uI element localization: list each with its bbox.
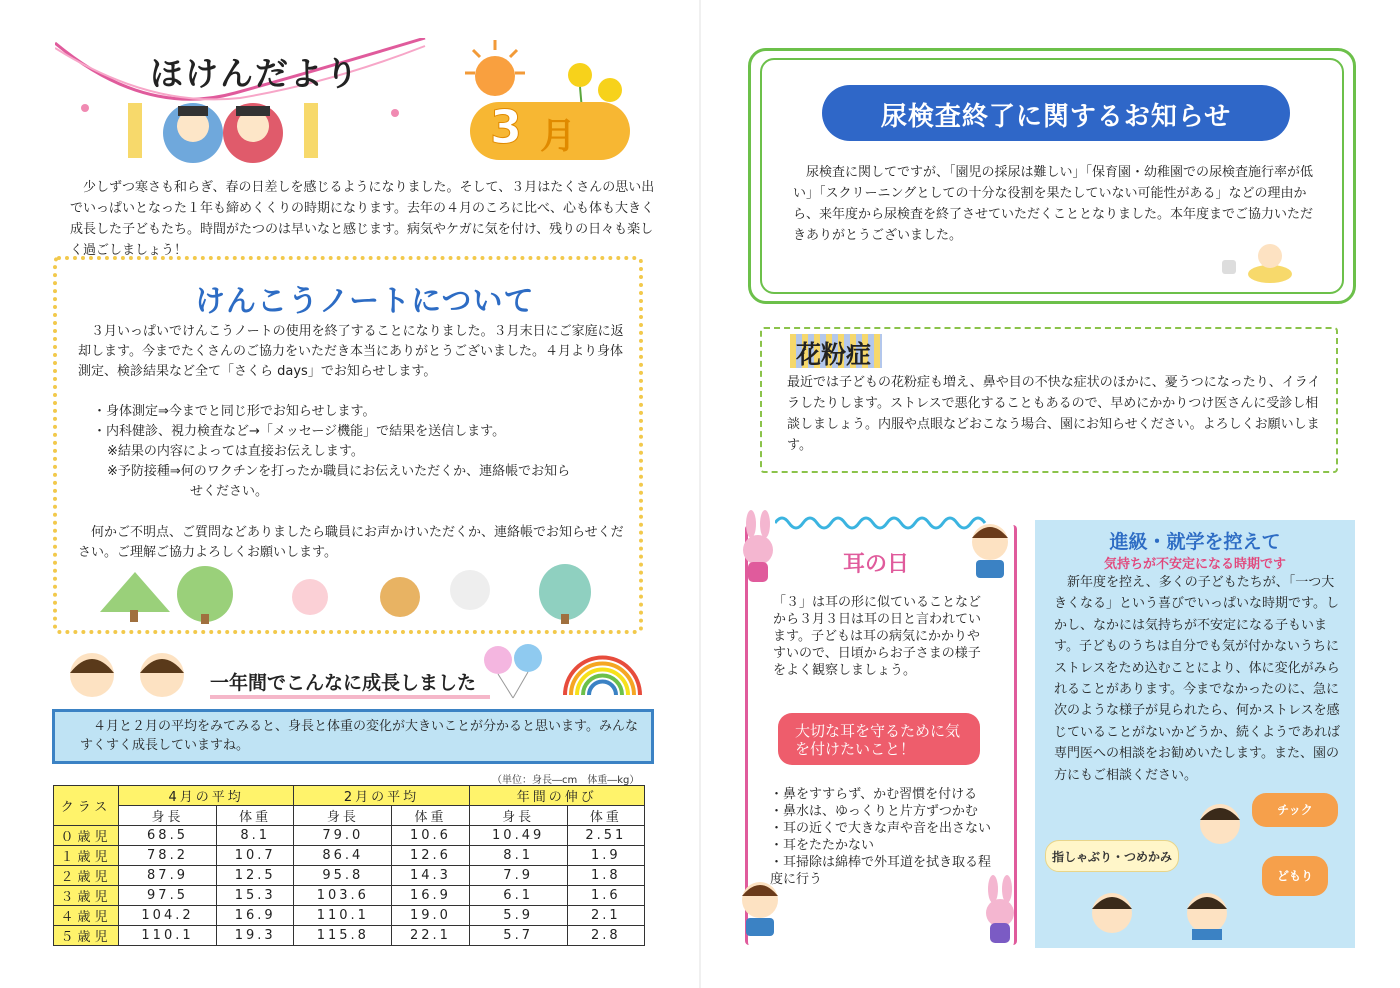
rainbow-icon [560,655,645,700]
table-cell: 79.0 [294,826,392,846]
list-item: ・鼻水は、ゆっくりと片方ずつかむ [770,804,978,819]
list-item: ※結果の内容によっては直接お伝えします。 [107,444,364,459]
table-cell: 78.2 [119,846,217,866]
table-cell: 103.6 [294,886,392,906]
tic-bubble: チック [1252,793,1338,827]
health-note-list [93,402,633,502]
unit-note: （単位：身長―cm 体重―kg） [492,775,640,786]
boy-listening-icon [738,878,783,938]
intro-paragraph: 少しずつ寒さも和らぎ、春の日差しを感じるようになりました。そして、３月はたくさんの思い出でいっぱいとなった１年も締めくくりの時期になります。去年の４月のころに比べ、心も体も大きく成長した子どもたち。時間がたつのは早いなと感じます。病気やケガに気を付け、残りの日々も楽しく過ごしましょう！ [70,180,655,258]
table-subheader: 身長 [469,806,567,826]
table-header-class: クラス [54,786,119,826]
kids-faces-icon [62,645,202,700]
table-cell: 86.4 [294,846,392,866]
rabbit-icon [738,510,778,585]
list-item: ・耳をたたかない [770,838,875,853]
table-cell-class: １歳児 [54,846,119,866]
ear-day-body: 「３」は耳の形に似ていることなどから３月３日は耳の日と言われています。子どもは耳の病気にかかりやすいので、日頃からお子さまの様子をよく観察しましょう。 [773,595,982,678]
thumb-sucking-bubble: 指しゃぶり・つめかみ [1045,840,1179,872]
growth-title-underline [210,695,490,699]
promotion-body: 新年度を控え、多くの子どもたちが、「一つ大きくなる」という喜びでいっぱいな時期です。しかし、なかには気持ちが不安定になる子もいます。子どものうちは自分でも気が付かないうちにストレスをため込むことにより、体に変化がみられることがあります。今までなかったのに、急に次のような様子が見られたら、何かストレスを感じていることがないかどうか、続くようであれば専門医への相談をお勧めいたします。また、園の方にもご相談ください。 [1054,575,1341,783]
table-cell: 10.7 [217,846,294,866]
table-cell: 19.0 [392,906,469,926]
pollen-body: 最近では子どもの花粉症も増え、鼻や目の不快な症状のほかに、憂うつになったり、イライラしたりします。ストレスで悪化することもあるので、早めにかかりつけ医さんに受診し相談しましょう。内服や点眼などおこなう場合、園にお知らせください。よろしくお願いします。 [787,375,1321,453]
health-note-title: けんこうノートについて [195,284,535,319]
boy-listening-icon [968,520,1013,580]
table-cell: 7.9 [469,866,567,886]
table-subheader: 体重 [567,806,644,826]
list-item: ・身体測定⇒今までと同じ形でお知らせします。 [93,404,376,419]
table-cell-class: ０歳児 [54,826,119,846]
sun-icon [455,38,535,108]
table-cell: 8.1 [217,826,294,846]
table-row [54,926,645,946]
table-cell: 104.2 [119,906,217,926]
health-note-body: ３月いっぱいでけんこうノートの使用を終了することになりました。３月末日にご家庭に返却します。今までたくさんのご協力をいただき本当にありがとうございました。４月より身体測定、検診結果など全て「さくら days」でお知らせします。 [78,324,624,379]
ear-tips-heading: 大切な耳を守るために気を付けたいこと！ [795,722,961,758]
table-cell-class: ５歳児 [54,926,119,946]
table-header-group: 年間の伸び [469,786,644,806]
list-item: ※予防接種⇒何のワクチンを打ったか職員にお伝えいただくか、連絡帳でお知ら [107,464,571,479]
table-subheader: 体重 [217,806,294,826]
table-header-group: 2月の平均 [294,786,469,806]
table-cell: 22.1 [392,926,469,946]
rabbit-icon [980,875,1020,945]
table-cell: 97.5 [119,886,217,906]
table-cell: 1.9 [567,846,644,866]
page-title: ほけんだより [150,54,360,93]
table-cell: 95.8 [294,866,392,886]
table-cell: 2.51 [567,826,644,846]
table-cell: 1.6 [567,886,644,906]
month-character: 月 [540,116,577,157]
list-item: ・内科健診、視力検査など→「メッセージ機能」で結果を送信します。 [93,424,506,439]
table-cell: 110.1 [294,906,392,926]
list-item: ・耳掃除は綿棒で外耳道を拭き取る程度に行う [770,855,992,887]
table-cell: 19.3 [217,926,294,946]
table-row [54,906,645,926]
balloons-icon [478,640,558,700]
child-thumb-sucking-icon [1085,885,1140,940]
month-number: 3 [490,100,523,154]
health-note-footer: 何かご不明点、ご質問などありましたら職員にお声かけいただくか、連絡帳でお知らせください。ご理解ご協力よろしくお願いします。 [78,525,624,560]
promotion-subtitle: 気持ちが不安定になる時期です [1103,557,1286,572]
table-cell: 14.3 [392,866,469,886]
table-cell: 6.1 [469,886,567,906]
table-subheader: 身長 [294,806,392,826]
stutter-bubble: どもり [1262,856,1328,896]
page-divider [699,0,701,988]
table-cell: 2.8 [567,926,644,946]
promotion-title: 進級・就学を控えて [1109,531,1281,553]
table-row [54,866,645,886]
ear-tips-list [770,786,1000,888]
table-cell: 68.5 [119,826,217,846]
list-item: ・鼻をすすらず、かむ習慣を付ける [770,787,978,802]
table-cell: 8.1 [469,846,567,866]
urine-notice-title: 尿検査終了に関するお知らせ [880,102,1232,132]
list-item: ・耳の近くで大きな声や音を出さない [770,821,992,836]
table-header-group: 4月の平均 [119,786,294,806]
child-blinking-icon [1195,796,1245,851]
ear-day-title: 耳の日 [843,552,910,577]
table-cell: 12.6 [392,846,469,866]
table-row [54,886,645,906]
table-cell-class: ２歳児 [54,866,119,886]
table-cell: 5.9 [469,906,567,926]
table-cell: 10.6 [392,826,469,846]
table-cell: 87.9 [119,866,217,886]
list-item: せください。 [190,484,269,499]
table-cell: 2.1 [567,906,644,926]
table-cell: 1.8 [567,866,644,886]
table-cell: 10.49 [469,826,567,846]
table-cell: 12.5 [217,866,294,886]
table-cell: 110.1 [119,926,217,946]
table-cell-class: ３歳児 [54,886,119,906]
table-cell: 5.7 [469,926,567,946]
urine-notice-body: 尿検査に関してですが、「園児の採尿は難しい」「保育園・幼稚園での尿検査施行率が低い」「スクリーニングとしての十分な役割を果たしていない可能性がある」などの理由から、来年度から尿検査を終了させていただくこととなりました。本年度までご協力いただきありがとうございました。 [793,165,1314,243]
hina-dolls-illustration [128,88,318,168]
table-cell: 16.9 [217,906,294,926]
table-cell: 16.9 [392,886,469,906]
table-row [54,846,645,866]
potty-child-icon [1218,240,1298,285]
growth-summary-text: ４月と２月の平均をみてみると、身長と体重の変化が大きいことが分かると思います。みんなすくすく成長していますね。 [80,719,638,753]
table-row [54,826,645,846]
table-subheader: 体重 [392,806,469,826]
pollen-title: 花粉症 [796,340,872,369]
growth-title: 一年間でこんなに成長しました [210,672,477,694]
growth-table [53,785,645,946]
table-cell-class: ４歳児 [54,906,119,926]
animals-trees-illustration [95,562,615,624]
child-stuttering-icon [1180,885,1235,940]
table-subheader: 身長 [119,806,217,826]
table-cell: 115.8 [294,926,392,946]
table-cell: 15.3 [217,886,294,906]
